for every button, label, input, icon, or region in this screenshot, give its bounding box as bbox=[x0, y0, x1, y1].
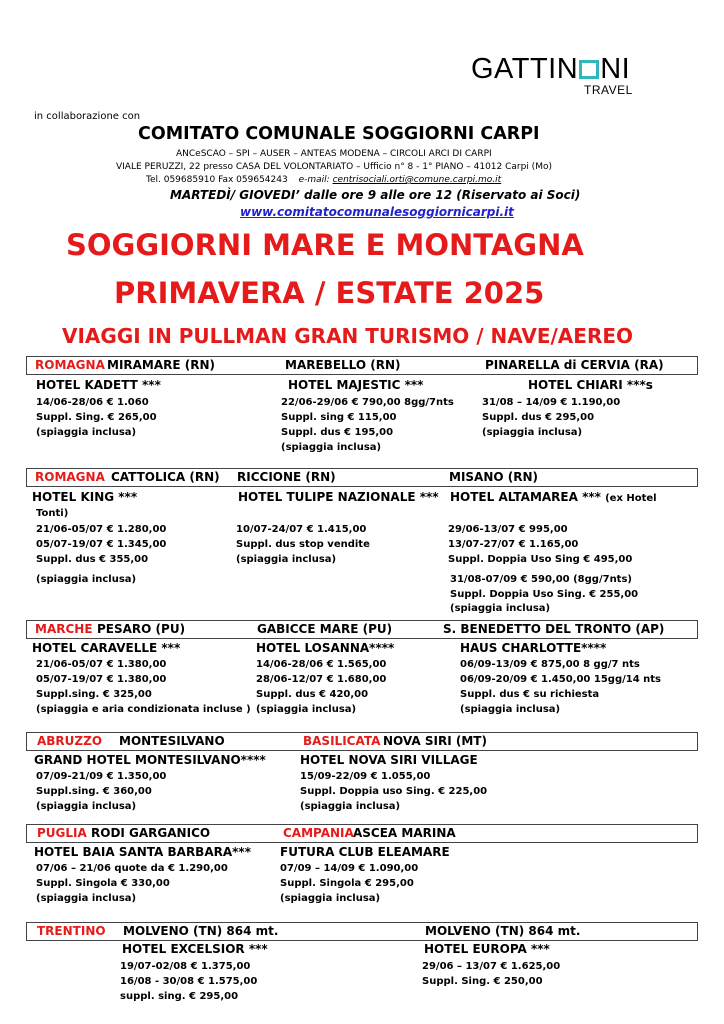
region-label-abruzzo: ABRUZZO bbox=[37, 734, 103, 748]
committee-phone: Tel. 059685910 Fax 059654243 bbox=[146, 175, 288, 185]
offer-line: Suppl. Singola € 330,00 bbox=[36, 878, 170, 889]
offer-line: 21/06-05/07 € 1.380,00 bbox=[36, 659, 167, 670]
offer-line: 19/07-02/08 € 1.375,00 bbox=[120, 961, 251, 972]
offer-line: (spiaggia inclusa) bbox=[36, 574, 137, 585]
offer-line: 29/06-13/07 € 995,00 bbox=[448, 524, 568, 535]
offer-line: 21/06-05/07 € 1.280,00 bbox=[36, 524, 167, 535]
hotel-majestic: HOTEL MAJESTIC *** bbox=[288, 378, 424, 392]
offer-line: 14/06-28/06 € 1.060 bbox=[36, 397, 149, 408]
email-link[interactable]: centrisociali.orti@comune.carpi.mo.it bbox=[332, 175, 502, 185]
region-label: MARCHE bbox=[35, 622, 93, 636]
place-molveno-1: MOLVENO (TN) 864 mt. bbox=[123, 924, 279, 938]
place-montesilvano: MONTESILVANO bbox=[119, 734, 225, 748]
place-sbenedetto: S. BENEDETTO DEL TRONTO (AP) bbox=[443, 622, 665, 636]
offer-line: Suppl. Doppia Uso Sing. € 255,00 bbox=[450, 589, 639, 600]
place-pesaro: PESARO (PU) bbox=[97, 622, 186, 636]
hotel-futura: FUTURA CLUB ELEAMARE bbox=[280, 845, 450, 859]
committee-members: ANCeSCAO – SPI – AUSER – ANTEAS MODENA – CIRCOLI ARCI DI CARPI bbox=[176, 149, 492, 159]
hotel-caravelle: HOTEL CARAVELLE *** bbox=[32, 641, 181, 655]
region-label: ROMAGNA bbox=[35, 470, 105, 484]
offer-line: 05/07-19/07 € 1.345,00 bbox=[36, 539, 167, 550]
offer-line: Suppl.sing. € 360,00 bbox=[36, 786, 152, 797]
hotel-chiari: HOTEL CHIARI ***s bbox=[528, 378, 653, 392]
place-nova-siri: NOVA SIRI (MT) bbox=[383, 734, 487, 748]
offer-line: (spiaggia inclusa) bbox=[280, 893, 381, 904]
offer-line: Suppl. Doppia Uso Sing € 495,00 bbox=[448, 554, 633, 565]
offer-line: 07/09 – 14/09 € 1.090,00 bbox=[280, 863, 419, 874]
offer-line: Tonti) bbox=[36, 508, 69, 519]
hotel-nova-siri: HOTEL NOVA SIRI VILLAGE bbox=[300, 753, 478, 767]
offer-line: (spiaggia inclusa) bbox=[281, 442, 382, 453]
place-miramare: MIRAMARE (RN) bbox=[107, 358, 216, 372]
section-puglia-campania bbox=[26, 824, 698, 843]
offer-line: 22/06-29/06 € 790,00 8gg/7nts bbox=[281, 397, 454, 408]
hotel-losanna: HOTEL LOSANNA**** bbox=[256, 641, 395, 655]
offer-line: 16/08 - 30/08 € 1.575,00 bbox=[120, 976, 258, 987]
offer-line: Suppl. dus € 195,00 bbox=[281, 427, 394, 438]
offer-line: suppl. sing. € 295,00 bbox=[120, 991, 239, 1002]
hotel-charlotte: HAUS CHARLOTTE**** bbox=[460, 641, 607, 655]
hotel-tulipe: HOTEL TULIPE NAZIONALE *** bbox=[238, 490, 439, 504]
offer-line: Suppl. dus stop vendite bbox=[236, 539, 370, 550]
offer-line: 28/06-12/07 € 1.680,00 bbox=[256, 674, 387, 685]
offer-line: Suppl. dus € 420,00 bbox=[256, 689, 369, 700]
brand-logo bbox=[471, 53, 630, 86]
section-romagna-2 bbox=[26, 468, 698, 487]
hotel-kadett: HOTEL KADETT *** bbox=[36, 378, 161, 392]
offer-line: 13/07-27/07 € 1.165,00 bbox=[448, 539, 579, 550]
place-ascea: ASCEA MARINA bbox=[353, 826, 456, 840]
region-label-puglia: PUGLIA bbox=[37, 826, 87, 840]
place-marebello: MAREBELLO (RN) bbox=[285, 358, 401, 372]
hotel-montesilvano: GRAND HOTEL MONTESILVANO**** bbox=[34, 753, 266, 767]
hotel-excelsior: HOTEL EXCELSIOR *** bbox=[122, 942, 268, 956]
hotel-king: HOTEL KING *** bbox=[32, 490, 138, 504]
section-romagna-1 bbox=[26, 356, 698, 375]
offer-line: (spiaggia inclusa) bbox=[36, 427, 137, 438]
offer-line: 15/09-22/09 € 1.055,00 bbox=[300, 771, 431, 782]
office-hours: MARTEDÌ/ GIOVEDI’ dalle ore 9 alle ore 12 (Riservato ai Soci) bbox=[170, 188, 581, 202]
offer-line: 07/09-21/09 € 1.350,00 bbox=[36, 771, 167, 782]
offer-line: (spiaggia inclusa) bbox=[236, 554, 337, 565]
offer-line: (spiaggia inclusa) bbox=[256, 704, 357, 715]
offer-line: (spiaggia inclusa) bbox=[300, 801, 401, 812]
offer-line: Suppl.sing. € 325,00 bbox=[36, 689, 152, 700]
committee-address: VIALE PERUZZI, 22 presso CASA DEL VOLONTARIATO – Ufficio n° 8 - 1° PIANO – 41012 Carpi (Mo) bbox=[116, 162, 552, 172]
offer-line: Suppl. sing € 115,00 bbox=[281, 412, 397, 423]
intro-text: in collaborazione con bbox=[34, 111, 141, 122]
offer-line: 31/08 – 14/09 € 1.190,00 bbox=[482, 397, 621, 408]
hotel-altamarea-note: (ex Hotel bbox=[605, 493, 657, 504]
offer-line: (spiaggia inclusa) bbox=[460, 704, 561, 715]
offer-line: 14/06-28/06 € 1.565,00 bbox=[256, 659, 387, 670]
brand-o-box-icon bbox=[579, 60, 599, 79]
section-trentino bbox=[26, 922, 698, 941]
hotel-baia: HOTEL BAIA SANTA BARBARA*** bbox=[34, 845, 251, 859]
place-molveno-2: MOLVENO (TN) 864 mt. bbox=[425, 924, 581, 938]
brand-subtitle: TRAVEL bbox=[584, 83, 633, 97]
headline-line1: SOGGIORNI MARE E MONTAGNA bbox=[66, 228, 584, 262]
place-misano: MISANO (RN) bbox=[449, 470, 539, 484]
brand-name-part1: GATTIN bbox=[471, 53, 579, 85]
region-label: TRENTINO bbox=[37, 924, 106, 938]
offer-line: Suppl. dus € 355,00 bbox=[36, 554, 149, 565]
website-link[interactable]: www.comitatocomunalesoggiornicarpi.it bbox=[240, 205, 514, 219]
committee-title: COMITATO COMUNALE SOGGIORNI CARPI bbox=[138, 124, 540, 144]
section-abruzzo-basilicata bbox=[26, 732, 698, 751]
brand-name-part2: NI bbox=[600, 53, 631, 85]
region-label: ROMAGNA bbox=[35, 358, 105, 372]
email-label: e-mail: bbox=[298, 175, 330, 185]
place-cattolica: CATTOLICA (RN) bbox=[111, 470, 220, 484]
region-label-basilicata: BASILICATA bbox=[303, 734, 381, 748]
place-gabicce: GABICCE MARE (PU) bbox=[257, 622, 393, 636]
offer-line: Suppl. dus € 295,00 bbox=[482, 412, 595, 423]
offer-line: (spiaggia inclusa) bbox=[482, 427, 583, 438]
offer-line: Suppl. Doppia uso Sing. € 225,00 bbox=[300, 786, 488, 797]
offer-line: Suppl. Sing. € 265,00 bbox=[36, 412, 157, 423]
offer-line: 07/06 – 21/06 quote da € 1.290,00 bbox=[36, 863, 228, 874]
offer-line: 10/07-24/07 € 1.415,00 bbox=[236, 524, 367, 535]
place-riccione: RICCIONE (RN) bbox=[237, 470, 336, 484]
offer-line: (spiaggia inclusa) bbox=[450, 603, 551, 614]
offer-line: 29/06 – 13/07 € 1.625,00 bbox=[422, 961, 561, 972]
region-label-campania: CAMPANIA bbox=[283, 826, 354, 840]
place-rodi: RODI GARGANICO bbox=[91, 826, 211, 840]
offer-line: (spiaggia inclusa) bbox=[36, 801, 137, 812]
offer-line: Suppl. Singola € 295,00 bbox=[280, 878, 414, 889]
offer-line: 06/09-13/09 € 875,00 8 gg/7 nts bbox=[460, 659, 640, 670]
offer-line: 05/07-19/07 € 1.380,00 bbox=[36, 674, 167, 685]
offer-line: Suppl. dus € su richiesta bbox=[460, 689, 600, 700]
headline-line2: PRIMAVERA / ESTATE 2025 bbox=[114, 276, 545, 310]
hotel-altamarea-name: HOTEL ALTAMAREA *** bbox=[450, 490, 601, 504]
offer-line: 06/09-20/09 € 1.450,00 15gg/14 nts bbox=[460, 674, 662, 685]
hotel-europa: HOTEL EUROPA *** bbox=[424, 942, 550, 956]
headline-line3: VIAGGI IN PULLMAN GRAN TURISMO / NAVE/AEREO bbox=[62, 324, 634, 348]
section-marche bbox=[26, 620, 698, 639]
place-pinarella: PINARELLA di CERVIA (RA) bbox=[485, 358, 664, 372]
offer-line: Suppl. Sing. € 250,00 bbox=[422, 976, 543, 987]
offer-line: (spiaggia inclusa) bbox=[36, 893, 137, 904]
offer-line: 31/08-07/09 € 590,00 (8gg/7nts) bbox=[450, 574, 632, 585]
offer-line: (spiaggia e aria condizionata incluse ) bbox=[36, 704, 251, 715]
hotel-altamarea bbox=[450, 490, 657, 504]
